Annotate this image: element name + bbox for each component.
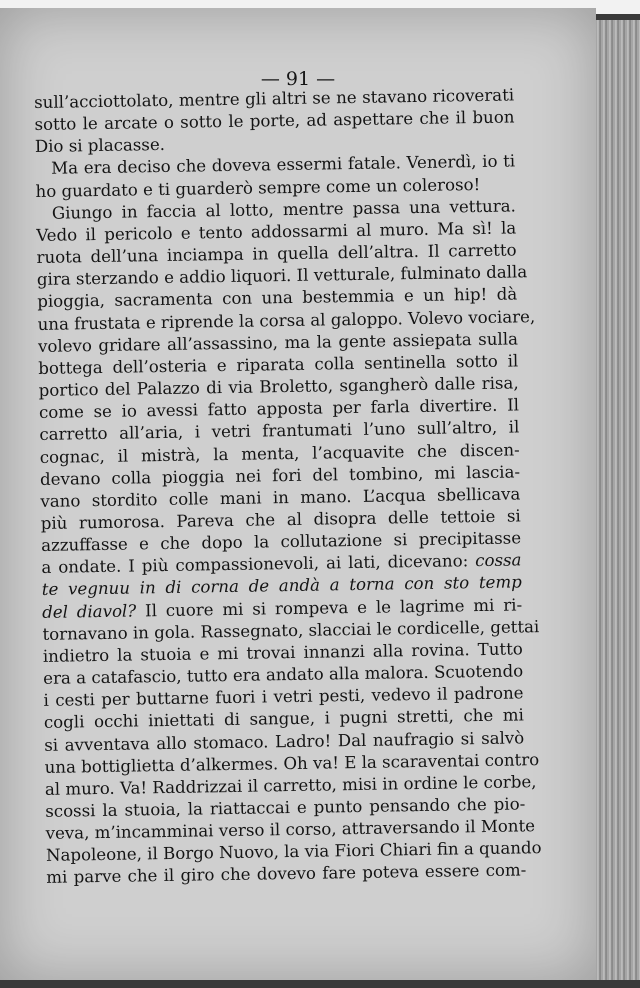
text-line: tornavano in gola. Rassegnato, slacciai le cordicelle, gettai bbox=[42, 616, 540, 644]
text-line: al muro. Va! Raddrizzai il carretto, misi in ordine le corbe, bbox=[44, 772, 537, 799]
text-line: Dio si placasse. bbox=[34, 135, 166, 157]
text-line: bottega dell’osteria e riparata colla sentinella sotto il bbox=[38, 351, 519, 378]
page-number: — 91 — bbox=[260, 68, 336, 90]
text-line: sull’acciottolato, mentre gli altri se ne stavano ricoverati bbox=[34, 85, 515, 112]
dialect-speech-italic: te vegnuu in di corna de andà a torna con sto temp bbox=[41, 572, 522, 600]
text-line: volevo gridare all’assassino, ma la gente assiepata sulla bbox=[37, 329, 519, 356]
text-line: indietro la stuoia e mi trovai innanzi alla rovina. Tutto bbox=[42, 639, 523, 666]
text-line: mi parve che il giro che dovevo fare poteva essere com- bbox=[46, 860, 527, 888]
text-line: pioggia, sacramenta con una bestemmia e un hip! dà bbox=[37, 284, 518, 312]
page-sheet bbox=[0, 8, 596, 980]
text-line: Giungo in faccia al lotto, mentre passa una vettura. bbox=[51, 196, 516, 223]
book-page-edges bbox=[596, 20, 640, 980]
text-line: gira sterzando e addio liquori. Il vetturale, fulminato dalla bbox=[36, 262, 528, 290]
text-line: una bottiglietta d’alkermes. Oh va! E la scaraventai contro bbox=[44, 749, 540, 777]
text-line: ho guardato e ti guarderò sempre come un coleroso! bbox=[35, 174, 481, 201]
text-line: Vedo il pericolo e tento addossarmi al muro. Ma sì! la bbox=[36, 218, 517, 245]
text-line: era a catafascio, tutto era andato alla malora. Scuotendo bbox=[43, 661, 524, 688]
text-line: cognac, il mistrà, la menta, l’acquavite che discen- bbox=[39, 439, 520, 467]
dialect-speech-italic: del diavol? bbox=[42, 601, 137, 622]
dialect-speech-italic: cossa bbox=[475, 550, 522, 571]
text-line: i cesti per buttarne fuori i vetri pesti, vedevo il padrone bbox=[43, 683, 524, 711]
text-line-segment: a ondate. I più compassionevoli, ai lati, dicevano: bbox=[41, 551, 476, 578]
text-line: devano colla pioggia nei fori del tombino, mi lascia- bbox=[39, 462, 521, 489]
text-line: Ma era deciso che doveva essermi fatale. Venerdì, io ti bbox=[51, 151, 516, 179]
text-line: Napoleone, il Borgo Nuovo, la via Fiori Chiari fin a quando bbox=[45, 838, 542, 866]
text-line: si avventava allo stomaco. Ladro! Dal naufragio si salvò bbox=[44, 727, 525, 755]
text-line: come se io avessi fatto apposta per farla divertire. Il bbox=[38, 395, 520, 423]
body-text bbox=[34, 84, 542, 889]
text-line: scossi la stuoia, la riattaccai e punto pensando che pio- bbox=[45, 794, 526, 821]
text-line: portico del Palazzo di via Broletto, sgangherò dalle risa, bbox=[38, 373, 519, 400]
text-line: veva, m’incamminai verso il corso, attraversando il Monte bbox=[45, 816, 536, 844]
text-line: vano stordito colle mani in mano. L’acqua sbellicava bbox=[40, 484, 521, 511]
text-line: carretto all’aria, i vetri frantumati l’uno sull’altro, il bbox=[39, 417, 520, 445]
text-line: più rumorosa. Pareva che al disopra delle tettoie si bbox=[40, 506, 521, 533]
text-line: una frustata e riprende la corsa al galoppo. Volevo vociare, bbox=[37, 306, 536, 334]
text-line-segment: Il cuore mi si rompeva e le lagrime mi ri- bbox=[136, 594, 523, 621]
text-line: azzuffasse e che dopo la collutazione si precipitasse bbox=[40, 528, 522, 556]
text-line: sotto le arcate o sotto le porte, ad aspettare che il buon bbox=[34, 107, 515, 135]
text-line: cogli occhi iniettati di sangue, i pugni stretti, che mi bbox=[43, 705, 524, 733]
text-line: ruota dell’una inciampa in quella dell’altra. Il carretto bbox=[36, 240, 517, 268]
